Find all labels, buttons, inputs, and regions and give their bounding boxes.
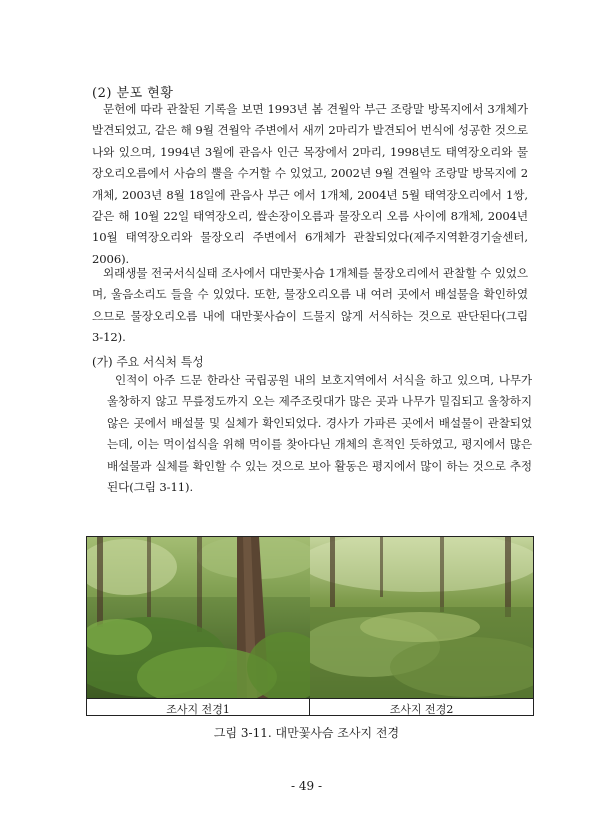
paragraph-survey-findings: 외래생물 전국서식실태 조사에서 대만꽃사슴 1개체를 물장오리에서 관찰할 수 있었으며, 울음소리도 들을 수 있었다. 또한, 물장오리오름 내 여러 곳에서 배설물을 확인하였으므로 물장오리오름 내에 대만꽃사슴이 드물지 않게 서식하는 것으로 판단된다(그림 3-12). (92, 266, 528, 345)
photo-caption-2: 조사지 전경2 (389, 703, 454, 716)
figure-photo-table (86, 536, 534, 716)
photo-caption-1: 조사지 전경1 (87, 699, 310, 715)
page-number: - 49 - (290, 779, 322, 793)
paragraph-distribution-records: 문헌에 따라 관찰된 기록을 보면 1993년 봄 견월악 부근 조랑말 방목지에서 3개체가 발견되었고, 같은 해 9월 견월악 주변에서 새끼 2마리가 발견되어 번식에 성공한 것으로 나와 있으며, 1994년 3월에 관음사 인근 목장에서 2마리, 1998년도 태역장오리와 물장오리오름에서 사슴의 뿔을 수거할 수 있었고, 2002년 9월 견월악 조랑말 방목지에 2개체, 2003년 8월 18일에 관음사 부근 에서 1개체, 2004년 5월 태역장오리에서 1쌍, 같은 해 10월 22일 태역장오리, 쌀손장이오름과 물장오리 오름 사이에 8개체, 2004년 10월 태역장오리와 물장오리 주변에서 6개체가 관찰되었다(제주지역환경기술센터, 2006). (92, 102, 528, 266)
survey-site-photo-2 (310, 537, 533, 698)
paragraph-habitat-characteristics: 인적이 아주 드문 한라산 국립공원 내의 보호지역에서 서식을 하고 있으며, 나무가 울창하지 않고 무릎정도까지 오는 제주조릿대가 많은 곳과 나무가 밀집되고 울창하지 않은 곳에서 배설물 및 실체가 확인되었다. 경사가 가파른 곳에서 배설물이 관찰되었는데, 이는 먹이섭식을 위해 먹이를 찾아다닌 개체의 흔적인 듯하였고, 평지에서 많은 배설물과 실체를 확인할 수 있는 것으로 보아 활동은 평지에서 많이 하는 것으로 추정된다(그림 3-11). (107, 373, 532, 495)
photo-caption-row (87, 698, 533, 717)
subheading-habitat: (가) 주요 서식처 특성 (92, 355, 204, 369)
section-heading: (2) 분포 현황 (92, 86, 174, 101)
figure-caption: 그림 3-11. 대만꽃사슴 조사지 전경 (213, 726, 400, 740)
survey-site-photo-1 (87, 537, 311, 698)
